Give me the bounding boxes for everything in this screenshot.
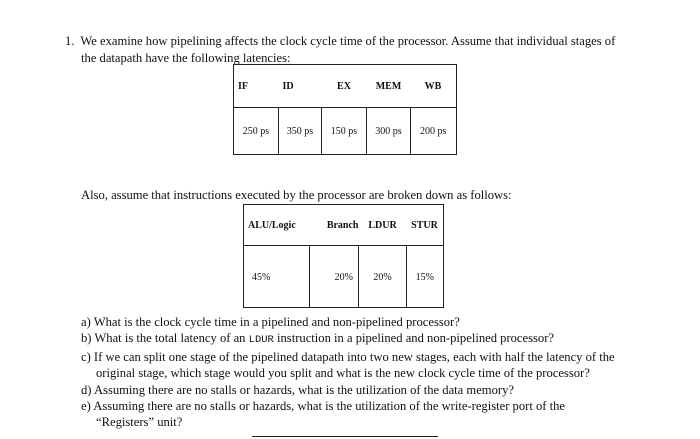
- intro-line-1: 1. We examine how pipelining affects the clock cycle time of the processor. Assume that individual stages of: [65, 34, 616, 48]
- mix-value-alu: 45%: [244, 246, 310, 308]
- latency-value-ex: 150 ps: [322, 108, 367, 155]
- latency-value-row: [234, 108, 457, 155]
- subquestion-list: [81, 314, 681, 431]
- subquestion-b: b) What is the total latency of an LDUR instruction in a pipelined and non-pipelined processor?: [81, 331, 554, 347]
- mix-header-row: [244, 205, 444, 246]
- latency-table: [233, 64, 457, 155]
- subquestion-d: d) Assuming there are no stalls or hazards, what is the utilization of the data memory?: [81, 382, 514, 397]
- latency-header-wb: WB: [411, 65, 457, 108]
- mix-header-alu: ALU/Logic: [244, 205, 310, 246]
- latency-header-row: [234, 65, 457, 108]
- latency-header-if: IF: [234, 65, 279, 108]
- question-intro: [65, 33, 665, 67]
- mix-header-branch: Branch: [310, 205, 359, 246]
- mix-value-stur: 15%: [407, 246, 444, 308]
- ldur-code: LDUR: [248, 334, 274, 347]
- latency-header-id: ID: [279, 65, 322, 108]
- subquestion-a: a) What is the clock cycle time in a pipelined and non-pipelined processor?: [81, 315, 460, 329]
- instruction-mix-table: [243, 204, 444, 308]
- subquestion-c-line-1: c) If we can split one stage of the pipelined datapath into two new stages, each with half the latency of the: [81, 349, 615, 364]
- mix-header-stur: STUR: [407, 205, 444, 246]
- intro-line-2: the datapath have the following latencies:: [81, 51, 291, 65]
- latency-value-if: 250 ps: [234, 108, 279, 155]
- latency-value-mem: 300 ps: [367, 108, 411, 155]
- bottom-rule: [252, 436, 438, 437]
- subquestion-e: [81, 398, 681, 431]
- mix-header-ldur: LDUR: [359, 205, 407, 246]
- question-number: 1.: [65, 34, 75, 48]
- subquestion-c: [81, 349, 681, 382]
- subquestion-c-line-2: original stage, which stage would you split and what is the new clock cycle time of the processor?: [96, 366, 590, 381]
- mix-value-ldur: 20%: [359, 246, 407, 308]
- subquestion-e-line-1: e) Assuming there are no stalls or hazards, what is the utilization of the write-register port of the: [81, 399, 566, 414]
- latency-header-ex: EX: [322, 65, 367, 108]
- mix-value-branch: 20%: [310, 246, 359, 308]
- latency-value-id: 350 ps: [279, 108, 322, 155]
- instruction-mix-intro: Also, assume that instructions executed by the processor are broken down as follows:: [81, 188, 512, 202]
- latency-value-wb: 200 ps: [411, 108, 457, 155]
- subquestion-e-line-2: “Registers” unit?: [96, 415, 183, 430]
- mix-value-row: [244, 246, 444, 308]
- latency-header-mem: MEM: [367, 65, 411, 108]
